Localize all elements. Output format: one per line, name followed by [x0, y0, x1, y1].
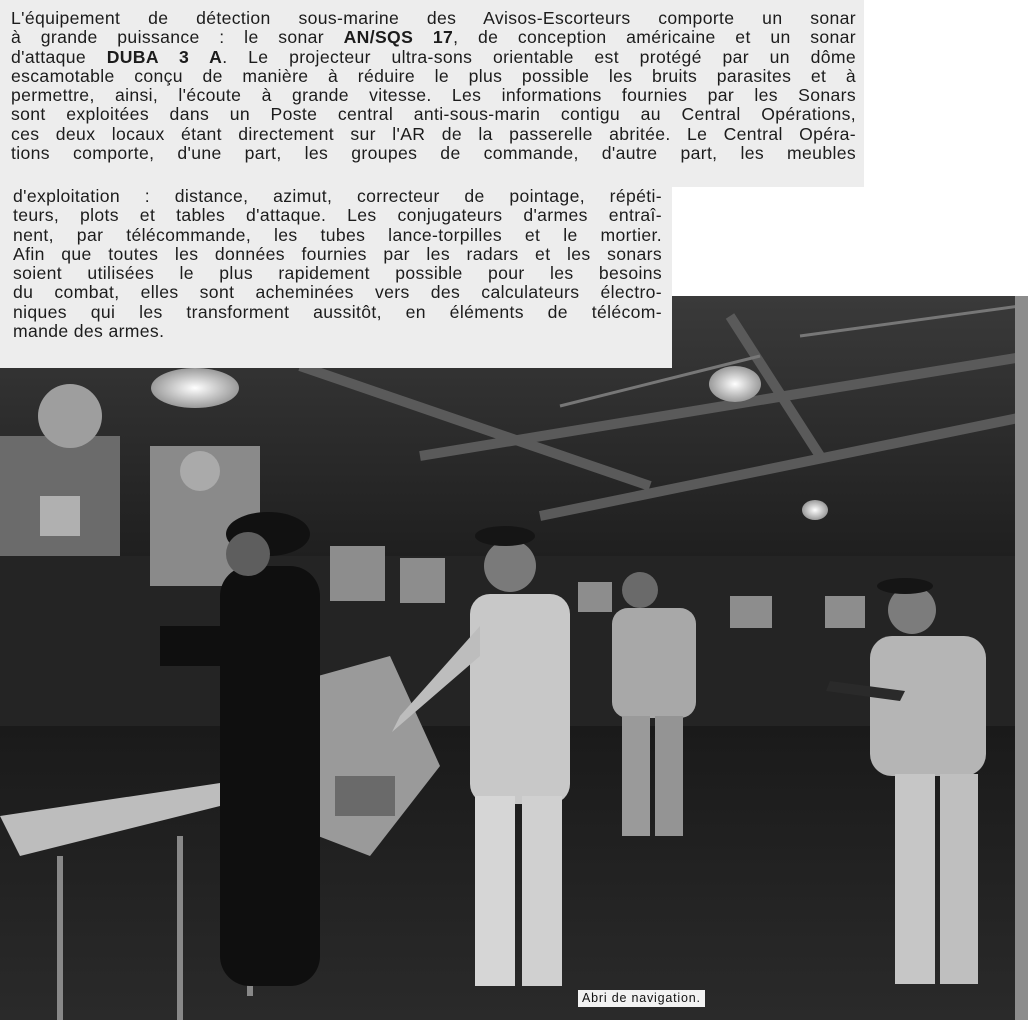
text-line: du combat, elles sont acheminées vers des calculateurs électro- [13, 282, 662, 303]
photo-illustration [0, 296, 1028, 1020]
text-line: permettre, ainsi, l'écoute à grande vitesse. Les informations fournies par les Sonars [11, 85, 856, 106]
article-text-continuation [0, 187, 672, 368]
text-line: escamotable conçu de manière à réduire le plus possible les bruits parasites et à [11, 65, 856, 86]
text-line: d'exploitation : distance, azimut, correcteur de pointage, répéti- [13, 186, 662, 206]
article-text-top [0, 0, 864, 187]
text-line: soient utilisées le plus rapidement possible pour les besoins [13, 263, 662, 284]
text-line: sont exploitées dans un Poste central anti-sous-marin contigu au Central Opérations, [11, 104, 856, 125]
text-line: à grande puissance : le sonar AN/SQS 17, de conception américaine et un sonar [11, 27, 856, 48]
text-line: Afin que toutes les données fournies par les radars et les sonars [13, 243, 662, 264]
text-line: niques qui les transforment aussitôt, en éléments de télécom- [13, 301, 662, 322]
photo-caption: Abri de navigation. [578, 990, 705, 1007]
text-line: tions comporte, d'une part, les groupes de commande, d'autre part, les meubles [11, 143, 856, 164]
text-line: L'équipement de détection sous-marine des Avisos-Escorteurs comporte un sonar [11, 8, 856, 28]
text-line: d'attaque DUBA 3 A. Le projecteur ultra-sons orientable est protégé par un dôme [11, 46, 856, 67]
text-line: nent, par télécommande, les tubes lance-torpilles et le mortier. [13, 224, 662, 245]
photo-navigation-shelter [0, 296, 1028, 1020]
text-line: teurs, plots et tables d'attaque. Les conjugateurs d'armes entraî- [13, 205, 662, 226]
text-line: ces deux locaux étant directement sur l'AR de la passerelle abritée. Le Central Opéra- [11, 123, 856, 144]
text-line: mande des armes. [13, 321, 165, 342]
